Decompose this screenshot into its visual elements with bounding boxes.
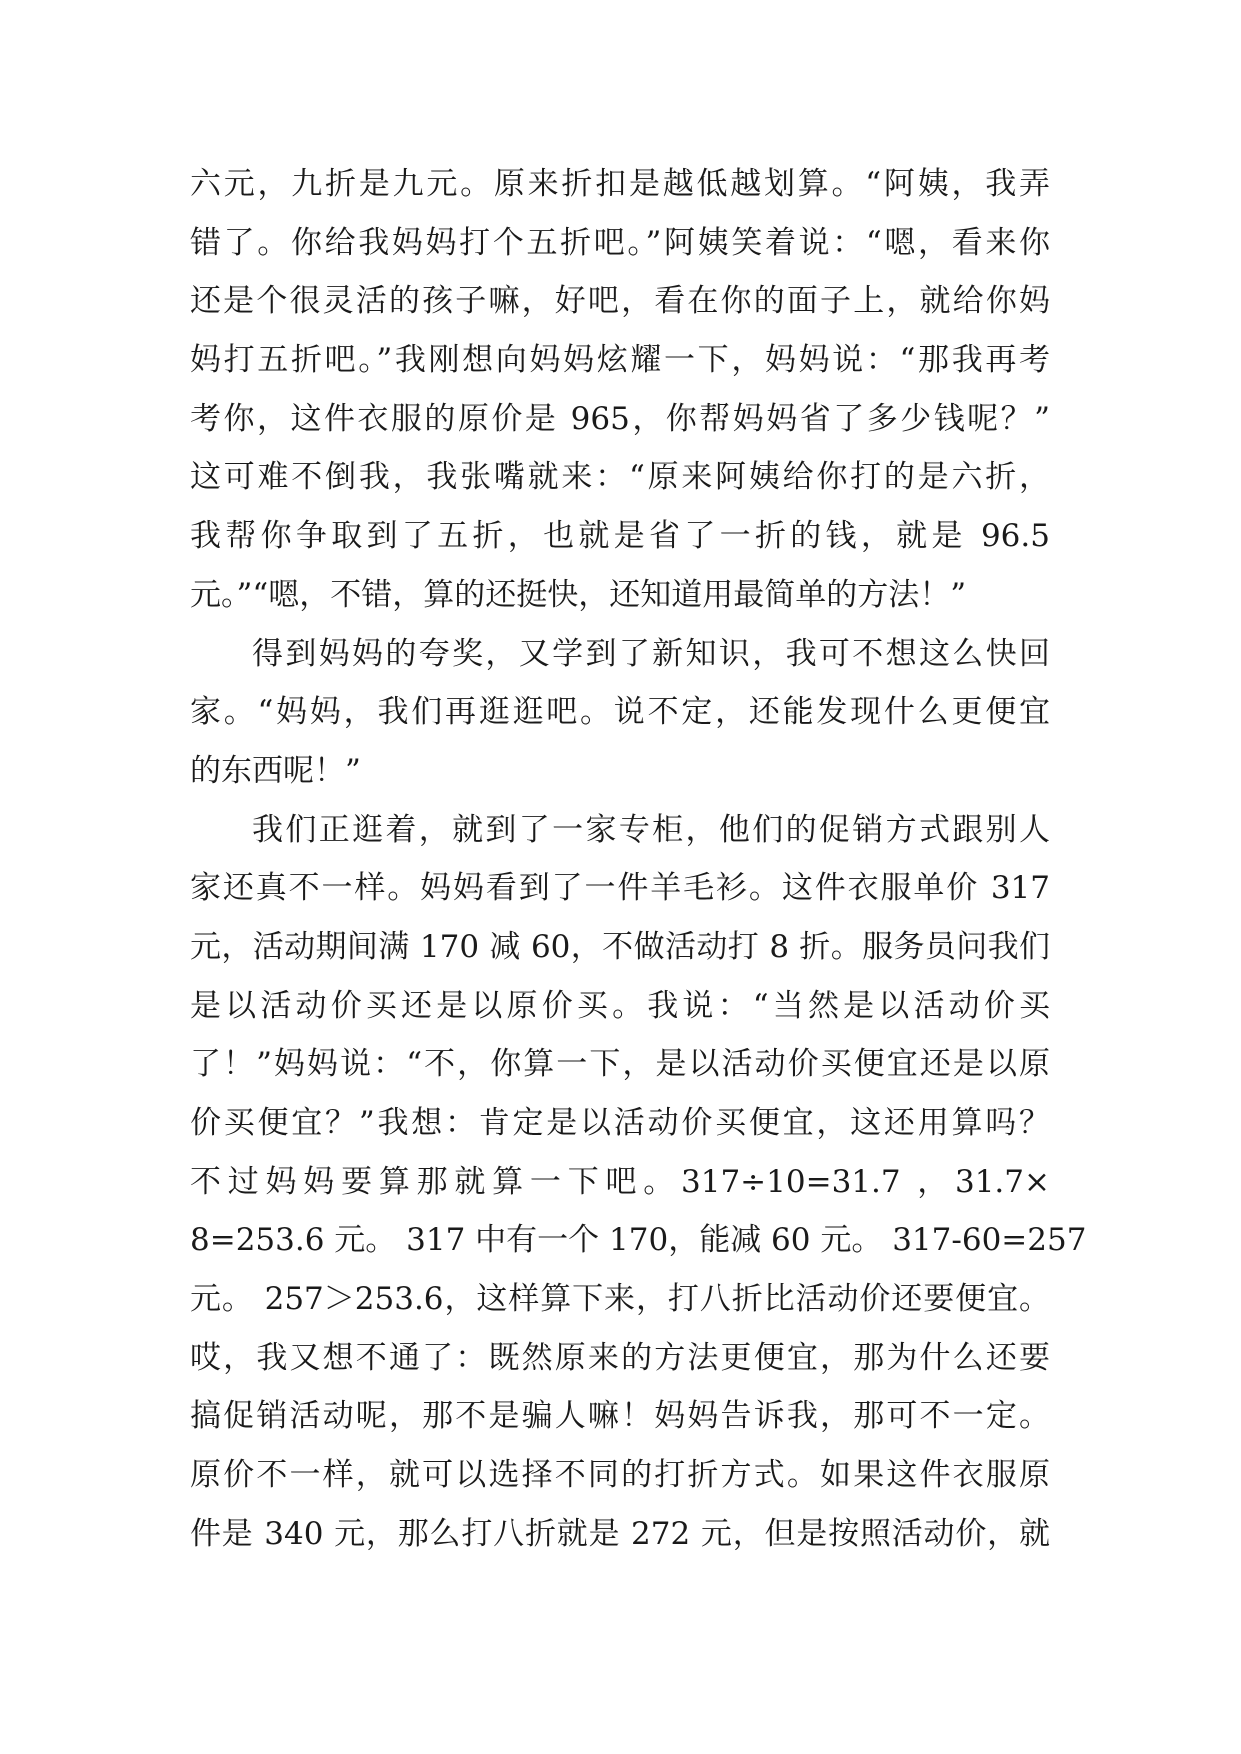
text-line: 家。“妈妈，我们再逛逛吧。说不定，还能发现什么更便宜 [190, 694, 1050, 731]
text-line: 原价不一样，就可以选择不同的打折方式。如果这件衣服原 [190, 1457, 1050, 1494]
paragraph-first-line: 得到妈妈的夸奖，又学到了新知识，我可不想这么快回 [252, 635, 1050, 672]
text-line: 的东西呢！” [190, 752, 361, 789]
text-line: 我帮你争取到了五折，也就是省了一折的钱，就是 96.5 [190, 518, 1050, 555]
text-line: 了！”妈妈说：“不，你算一下，是以活动价买便宜还是以原 [190, 1046, 1050, 1083]
text-line: 哎，我又想不通了：既然原来的方法更便宜，那为什么还要 [190, 1339, 1050, 1376]
text-line: 六元，九折是九元。原来折扣是越低越划算。“阿姨，我弄 [190, 166, 1050, 202]
text-line: 搞促销活动呢，那不是骗人嘛！妈妈告诉我，那可不一定。 [190, 1398, 1050, 1435]
text-line: 8=253.6 元。 317 中有一个 170，能减 60 元。 317-60=257 [190, 1222, 1087, 1259]
text-line: 考你，这件衣服的原价是 965，你帮妈妈省了多少钱呢？” [190, 400, 1050, 437]
text-line: 错了。你给我妈妈打个五折吧。”阿姨笑着说：“嗯，看来你 [190, 224, 1050, 261]
text-line: 元，活动期间满 170 减 60，不做活动打 8 折。服务员问我们 [190, 928, 1050, 965]
text-line: 价买便宜？”我想：肯定是以活动价买便宜，这还用算吗？ [190, 1105, 1050, 1141]
text-line: 家还真不一样。妈妈看到了一件羊毛衫。这件衣服单价 317 [190, 870, 1050, 907]
text-line: 是以活动价买还是以原价买。我说：“当然是以活动价买 [190, 987, 1050, 1024]
text-line: 妈打五折吧。”我刚想向妈妈炫耀一下，妈妈说：“那我再考 [190, 342, 1050, 379]
text-line: 元。”“嗯，不错，算的还挺快，还知道用最简单的方法！” [190, 576, 967, 613]
body-text [190, 155, 1087, 1564]
text-line: 件是 340 元，那么打八折就是 272 元，但是按照活动价，就 [190, 1515, 1050, 1552]
text-line: 这可难不倒我，我张嘴就来：“原来阿姨给你打的是六折， [190, 459, 1050, 496]
paragraph-first-line: 我们正逛着，就到了一家专柜，他们的促销方式跟别人 [252, 811, 1050, 848]
text-line: 元。 257＞253.6，这样算下来，打八折比活动价还要便宜。 [190, 1281, 1050, 1318]
text-line: 还是个很灵活的孩子嘛，好吧，看在你的面子上，就给你妈 [190, 283, 1050, 320]
text-line: 不过妈妈要算那就算一下吧。317÷10=31.7 ，31.7× [190, 1163, 1050, 1200]
